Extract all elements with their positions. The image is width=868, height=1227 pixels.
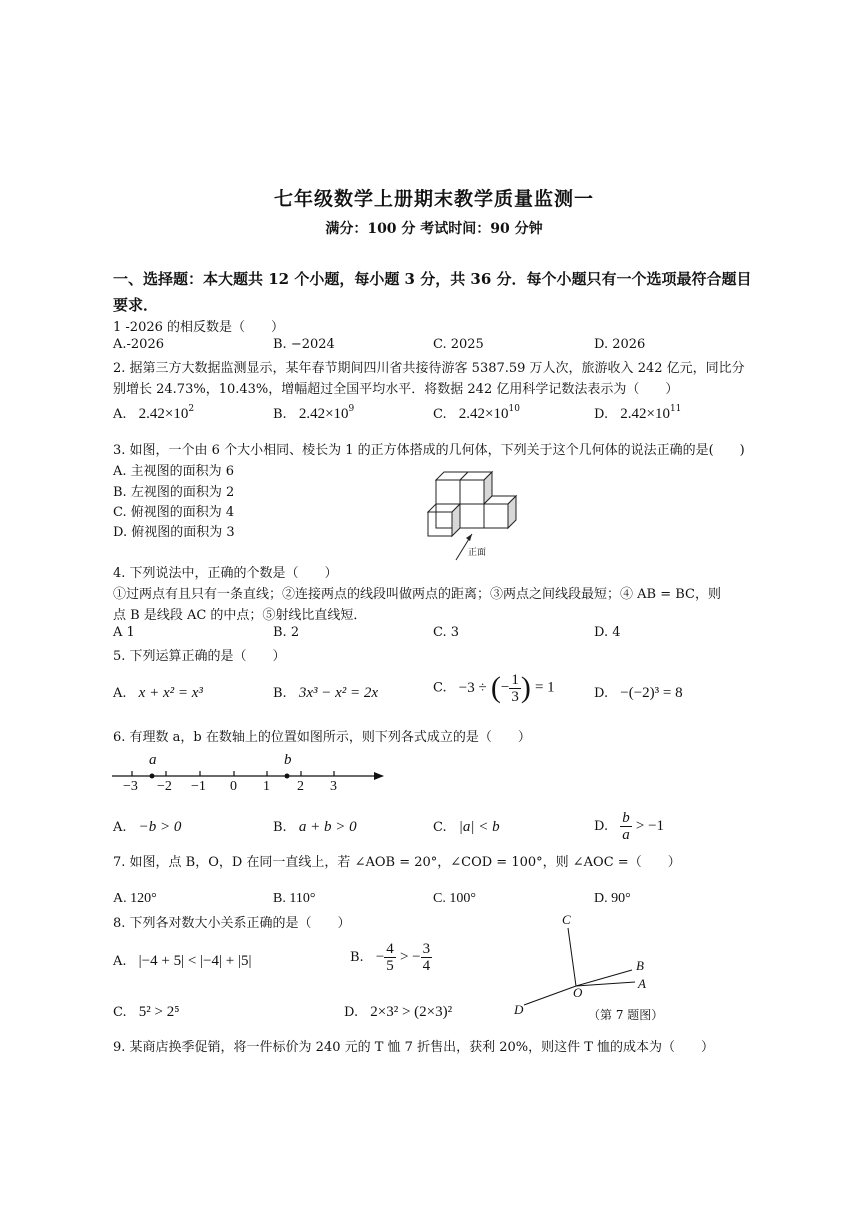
q7-figure-caption: （第 7 题图） [588,1008,664,1022]
q8-fraction-2 [421,941,433,974]
q6-fraction [620,810,632,843]
q8-frac1-den: 5 [386,958,394,974]
q8-label-d: D. [344,1005,359,1020]
q3-option-d: D. 俯视图的面积为 3 [113,525,235,540]
q3-front-label: 正面 [468,548,487,558]
q2-exp-a: 2 [188,404,195,414]
q2-mantissa-a: 2.42×10 [138,406,189,422]
q6-tick-3: 3 [330,779,337,794]
q7-option-c: C. 100° [433,891,476,906]
q6-expr-b: a + b > 0 [298,819,357,835]
q1-stem: 1 -2026 的相反数是（ ） [113,320,285,335]
q6-expr-d-right: > −1 [635,818,665,834]
q7-point-o: O [573,985,583,1000]
q8-frac1-num: 4 [386,941,394,957]
q5-frac-num: 1 [511,671,519,688]
q9-stem: 9. 某商店换季促销，将一件标价为 240 元的 T 恤 7 折售出，获利 20%，则这件 T 恤的成本为（ ） [113,1040,715,1055]
section-heading: 一、选择题：本大题共 12 个小题，每小题 3 分，共 36 分．每个小题只有一个选项最符合题目要求． [113,270,752,314]
q5-expr-b: 3x³ − x² = 2x [298,685,379,701]
exam-info: 满分：100 分 考试时间：90 分钟 [325,221,543,237]
q7-option-a: A. 120° [113,891,157,906]
q6-tick-neg1: −1 [191,779,206,794]
q6-point-a: a [149,752,157,768]
q7-option-b: B. 110° [273,891,316,906]
q5-expr-d: −(−2)³ = 8 [620,685,683,701]
q7-option-d: D. 90° [594,891,631,906]
q6-stem: 6. 有理数 a，b 在数轴上的位置如图所示，则下列各式成立的是（ ） [113,730,531,745]
q5-paren-close: ) [520,671,531,704]
q4-option-a: A 1 [113,625,135,640]
q7-point-d: D [514,1002,524,1017]
q8-frac2-den: 4 [422,958,431,974]
q3-stem: 3. 如图，一个由 6 个大小相同、棱长为 1 的正方体搭成的几何体，下列关于这个几何体的说法正确的是( ) [113,443,745,458]
q8-label-c: C. [113,1005,127,1020]
q8-frac2-num: 3 [422,941,431,957]
q1-option-a: A.-2026 [113,337,164,352]
q6-label-d: D. [594,819,609,834]
q8-expr-c: 5² > 2⁵ [138,1004,180,1020]
q2-stem-line1: 2. 据第三方大数据监测显示，某年春节期间四川省共接待游客 5387.59 万人次，旅游收入 242 亿元，同比分 [113,361,745,376]
q5-expr-a: x + x² = x³ [138,685,203,701]
q2-mantissa-b: 2.42×10 [298,406,349,422]
q5-option-c [433,671,555,705]
q2-exp-b: 9 [348,404,355,414]
q7-point-b: B [636,958,644,973]
q6-option-c [433,819,500,836]
q6-tick-neg2: −2 [157,779,172,794]
q6-tick-2: 2 [297,779,304,794]
q8-option-a [113,953,252,970]
q7-point-c: C [562,912,571,927]
q7-stem: 7. 如图，点 B，O，D 在同一直线上，若 ∠AOB = 20°，∠COD = 100°，则 ∠AOC =（ ） [113,855,681,870]
q6-label-a: A. [113,820,127,835]
q8-label-b: B. [350,950,364,965]
q5-stem: 5. 下列运算正确的是（ ） [113,649,286,664]
q2-option-c [433,406,520,423]
q4-option-c: C. 3 [433,625,460,640]
q5-expr-c-right: = 1 [534,679,555,696]
q8-minus-1: − [375,949,385,965]
q8-option-b [350,941,432,974]
q2-option-a [113,406,194,423]
q6-tick-1: 1 [263,779,270,794]
q3-option-b: B. 左视图的面积为 2 [113,485,235,500]
q6-label-b: B. [273,820,287,835]
q4-option-d: D. 4 [594,625,621,640]
q2-mantissa-c: 2.42×10 [458,406,509,422]
q6-expr-c: |a| < b [458,819,500,835]
q8-option-d [344,1004,452,1021]
q4-stem: 4. 下列说法中，正确的个数是（ ） [113,566,338,581]
q3-option-c: C. 俯视图的面积为 4 [113,505,235,520]
q2-option-b [273,406,354,423]
q7-angle-figure [510,918,670,1018]
q1-option-c: C. 2025 [433,337,484,352]
q5-expr-c-left: −3 ÷ [458,679,487,696]
q2-exp-d: 11 [669,404,682,414]
q2-stem-line2: 别增长 24.73%，10.43%，增幅超过全国平均水平．将数据 242 亿用科学记数法表示为（ ） [113,382,679,397]
q6-tick-0: 0 [230,779,237,794]
q6-frac-num: b [622,810,630,826]
q6-expr-a: −b > 0 [138,819,182,835]
page-title: 七年级数学上册期末教学质量监测一 [273,188,594,210]
q8-stem: 8. 下列各对数大小关系正确的是（ ） [113,916,351,931]
q6-point-b: b [284,752,292,768]
q6-label-c: C. [433,820,447,835]
q2-label-a: A. [113,407,127,422]
q7-point-a: A [638,976,646,991]
q6-tick-neg3: −3 [123,779,138,794]
q5-option-d [594,685,683,702]
q5-label-c: C. [433,680,447,696]
q3-option-a: A. 主视图的面积为 6 [113,464,235,479]
q1-option-d: D. 2026 [594,337,646,352]
q8-option-c [113,1004,179,1021]
q6-option-a [113,819,181,836]
q5-label-a: A. [113,686,127,701]
q6-option-d [594,810,664,843]
q5-frac-den: 3 [511,688,519,705]
q8-fraction-1 [384,941,396,974]
q4-option-b: B. 2 [273,625,300,640]
q5-label-d: D. [594,686,609,701]
q8-gt-minus: > − [399,949,421,965]
q4-line2: 点 B 是线段 AC 的中点；⑤射线比直线短． [113,608,367,623]
q2-option-d [594,406,681,423]
q8-expr-a: |−4 + 5| < |−4| + |5| [138,953,252,969]
q8-expr-d: 2×3² > (2×3)² [370,1004,453,1020]
q5-label-b: B. [273,686,287,701]
q2-label-d: D. [594,407,609,422]
q1-option-b: B. −2024 [273,337,335,352]
q4-line1: ①过两点有且只有一条直线；②连接两点的线段叫做两点的距离；③两点之间线段最短；④ AB = BC，则 [113,587,721,602]
q5-fraction [509,672,521,705]
q2-exp-c: 10 [508,404,520,414]
q5-option-b [273,685,378,702]
q5-minus: − [500,679,510,696]
q8-label-a: A. [113,954,127,969]
q6-frac-den: a [622,827,630,843]
q5-option-a [113,685,203,702]
q5-paren-open: ( [490,671,501,704]
q2-label-c: C. [433,407,447,422]
q6-option-b [273,819,357,836]
q2-mantissa-d: 2.42×10 [620,406,670,422]
q2-label-b: B. [273,407,287,422]
